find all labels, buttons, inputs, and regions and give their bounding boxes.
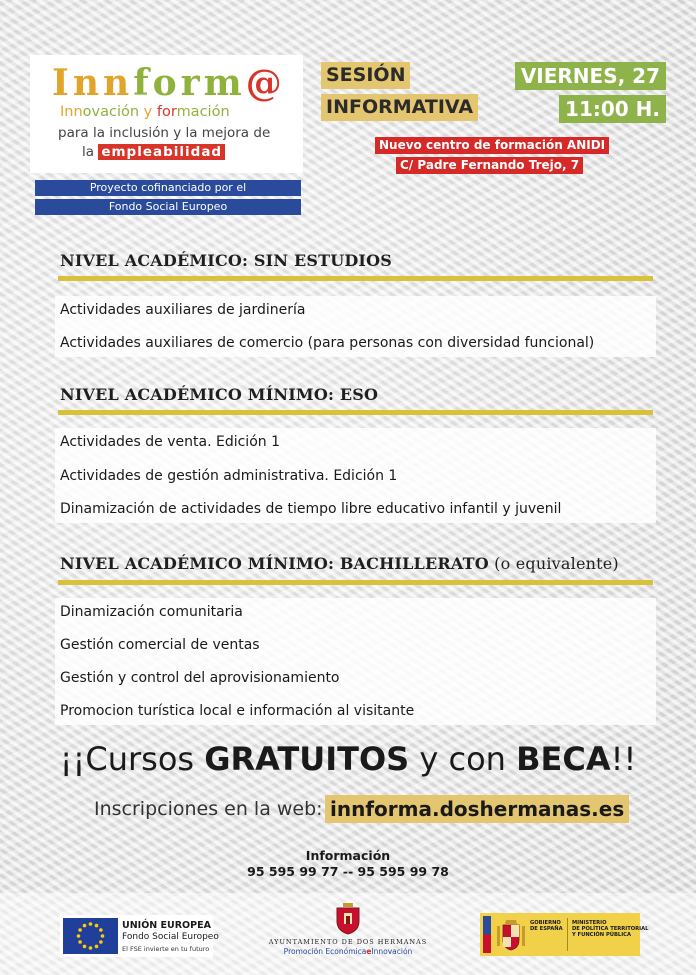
session-day: VIERNES, 27: [515, 62, 666, 90]
section-rule: [58, 410, 653, 415]
section-heading-text: NIVEL ACADÉMICO MÍNIMO: BACHILLERATO: [60, 554, 489, 573]
section-rule: [58, 580, 653, 585]
session-title-2: INFORMATIVA: [321, 94, 478, 121]
session-place: Nuevo centro de formación ANIDI: [375, 137, 609, 154]
logo-line-3-prefix: la: [82, 144, 99, 160]
eu-tagline: El FSE invierte en tu futuro: [122, 945, 210, 953]
logo-part-1: Inn: [52, 62, 134, 104]
gobierno-label: GOBIERNO DE ESPAÑA: [530, 920, 563, 932]
ministerio-label: MINISTERIO DE POLÍTICA TERRITORIAL Y FUNCIÓN PÚBLICA: [572, 920, 649, 938]
course-list-sin-estudios: [55, 296, 656, 357]
list-item: Gestión comercial de ventas: [60, 637, 260, 653]
list-item: Actividades auxiliares de comercio (para personas con diversidad funcional): [60, 335, 595, 351]
spain-flag-icon: [483, 916, 491, 953]
eu-title: UNIÓN EUROPEA: [122, 920, 211, 931]
logo-line-3-highlight: empleabilidad: [98, 144, 225, 160]
dos-hermanas-shield-icon: [335, 901, 361, 935]
web-label: Inscripciones en la web:: [94, 798, 323, 820]
logo-line-2: para la inclusión y la mejora de: [58, 125, 271, 141]
section-rule: [58, 276, 653, 281]
section-heading-eso: [60, 385, 378, 404]
list-item: Dinamización comunitaria: [60, 604, 243, 620]
cofinanciado-line-1: Proyecto cofinanciado por el: [35, 180, 301, 196]
tagline-b: ovación: [82, 104, 140, 120]
logo-part-2: form: [133, 62, 246, 104]
promo-b: e: [366, 947, 372, 956]
section-heading-text: NIVEL ACADÉMICO MÍNIMO: ESO: [60, 385, 379, 404]
cta-headline: [0, 740, 696, 778]
section-heading-sin-estudios: [60, 251, 392, 270]
cofinanciado-line-2: Fondo Social Europeo: [35, 199, 301, 215]
logo-tagline: [60, 104, 230, 120]
section-heading-bachillerato: [60, 554, 619, 573]
ayuntamiento-label: AYUNTAMIENTO DE DOS HERMANAS: [268, 938, 428, 946]
tagline-a: Inn: [60, 104, 83, 120]
list-item: Gestión y control del aprovisionamiento: [60, 670, 340, 686]
innforma-logo: [52, 62, 286, 104]
eu-subtitle: Fondo Social Europeo: [122, 932, 219, 942]
tagline-d: for: [156, 104, 177, 120]
logo-line-3: [82, 144, 225, 160]
promo-c: Innovación: [371, 947, 413, 956]
session-title-1: SESIÓN: [321, 62, 410, 89]
promo-a: Promoción Económica: [283, 947, 367, 956]
session-time: 11:00 H.: [559, 95, 666, 123]
web-link[interactable]: innforma.doshermanas.es: [325, 795, 629, 823]
list-item: Actividades de venta. Edición 1: [60, 434, 280, 450]
list-item: Promocion turística local e información al visitante: [60, 703, 415, 719]
spain-coat-of-arms-icon: [495, 918, 527, 952]
cta-mid: y con: [409, 740, 517, 778]
cta-gratuitos: GRATUITOS: [204, 740, 410, 778]
course-list-eso: [55, 428, 656, 523]
info-phones[interactable]: 95 595 99 77 -- 95 595 99 78: [247, 864, 449, 879]
cta-pre: ¡¡Cursos: [59, 740, 205, 778]
tagline-e: mación: [176, 104, 230, 120]
list-item: Actividades de gestión administrativa. Edición 1: [60, 468, 398, 484]
list-item: Dinamización de actividades de tiempo libre educativo infantil y juvenil: [60, 501, 562, 517]
course-list-bachillerato: [55, 598, 656, 725]
info-label: Información: [305, 848, 391, 863]
section-heading-extra: (o equivalente): [488, 554, 619, 573]
cta-beca: BECA: [516, 740, 611, 778]
tagline-c: y: [139, 104, 157, 120]
logo-part-3: @: [245, 62, 286, 104]
gobierno-divider: [567, 918, 568, 951]
session-address: C/ Padre Fernando Trejo, 7: [396, 157, 583, 174]
list-item: Actividades auxiliares de jardinería: [60, 302, 306, 318]
cta-post: !!: [610, 740, 637, 778]
section-heading-text: NIVEL ACADÉMICO: SIN ESTUDIOS: [60, 251, 393, 270]
